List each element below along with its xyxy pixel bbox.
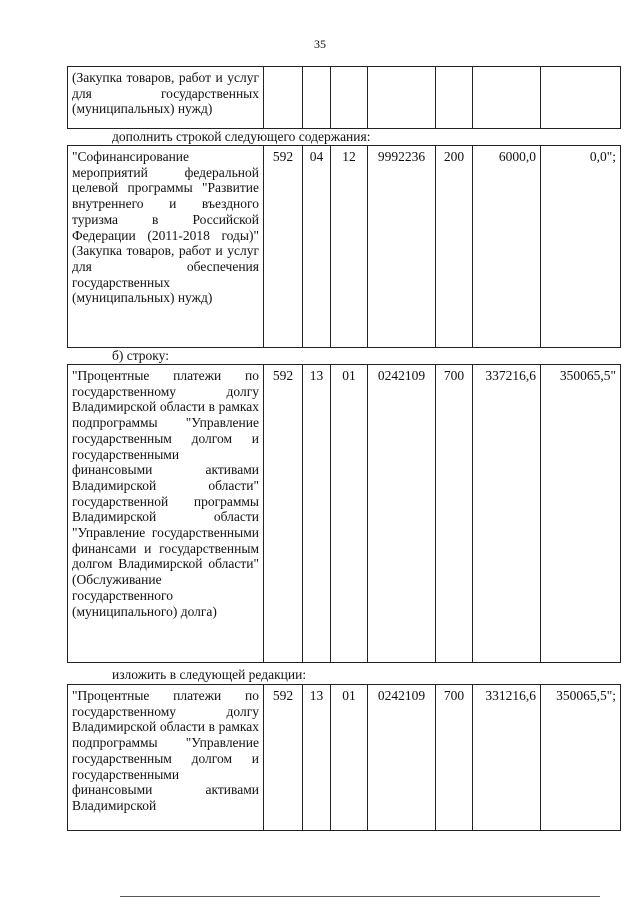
amount-year-1: 337216,6	[473, 365, 541, 663]
row-description: "Процентные платежи по государственному долгу Владимирской области в рамках подпрограммы "Управление государственным долгом и государственными финансовыми активами Владимирской области" государственной программы Владимирской области "Управление государственными финансами и государственным долгом Владимирской области" (Обслуживание государственного (муниципального) долга)	[68, 365, 264, 663]
amount-year-2: 350065,5";	[541, 685, 621, 831]
budget-table-new-row	[67, 145, 621, 348]
instruction-note: изложить в следующей редакции:	[112, 667, 307, 682]
cell-empty	[368, 67, 436, 129]
page-number: 35	[314, 37, 326, 51]
amount-year-2: 350065,5"	[541, 365, 621, 663]
page-bottom-rule	[120, 896, 600, 897]
ministry-code: 592	[264, 146, 303, 348]
row-description: "Софинансирование мероприятий федеральной целевой программы "Развитие внутреннего и въездного туризма в Российской Федерации (2011-2018 годы)" (Закупка товаров, работ и услуг для обеспечения государственных (муниципальных) нужд)	[68, 146, 264, 348]
table-row	[68, 365, 621, 663]
subsection-code: 01	[331, 685, 368, 831]
subsection-code: 12	[331, 146, 368, 348]
target-article-code: 0242109	[368, 685, 436, 831]
budget-table-continuation	[67, 66, 621, 129]
expense-type-code: 700	[436, 685, 473, 831]
subsection-code: 01	[331, 365, 368, 663]
ministry-code: 592	[264, 685, 303, 831]
section-code: 04	[303, 146, 331, 348]
amount-year-1: 331216,6	[473, 685, 541, 831]
ministry-code: 592	[264, 365, 303, 663]
row-description: (Закупка товаров, работ и услуг для государственных (муниципальных) нужд)	[68, 67, 264, 129]
cell-empty	[264, 67, 303, 129]
cell-empty	[541, 67, 621, 129]
instruction-note: б) строку:	[112, 348, 169, 363]
target-article-code: 0242109	[368, 365, 436, 663]
expense-type-code: 700	[436, 365, 473, 663]
amount-year-1: 6000,0	[473, 146, 541, 348]
budget-table-new-edition	[67, 684, 621, 831]
budget-table-old-row	[67, 364, 621, 663]
table-row	[68, 685, 621, 831]
cell-empty	[473, 67, 541, 129]
cell-empty	[436, 67, 473, 129]
expense-type-code: 200	[436, 146, 473, 348]
target-article-code: 9992236	[368, 146, 436, 348]
cell-empty	[331, 67, 368, 129]
table-row	[68, 146, 621, 348]
row-description: "Процентные платежи по государственному долгу Владимирской области в рамках подпрограммы "Управление государственным долгом и государственными финансовыми активами Владимирской	[68, 685, 264, 831]
instruction-note: дополнить строкой следующего содержания:	[112, 129, 371, 144]
table-row	[68, 67, 621, 129]
section-code: 13	[303, 365, 331, 663]
cell-empty	[303, 67, 331, 129]
amount-year-2: 0,0";	[541, 146, 621, 348]
section-code: 13	[303, 685, 331, 831]
